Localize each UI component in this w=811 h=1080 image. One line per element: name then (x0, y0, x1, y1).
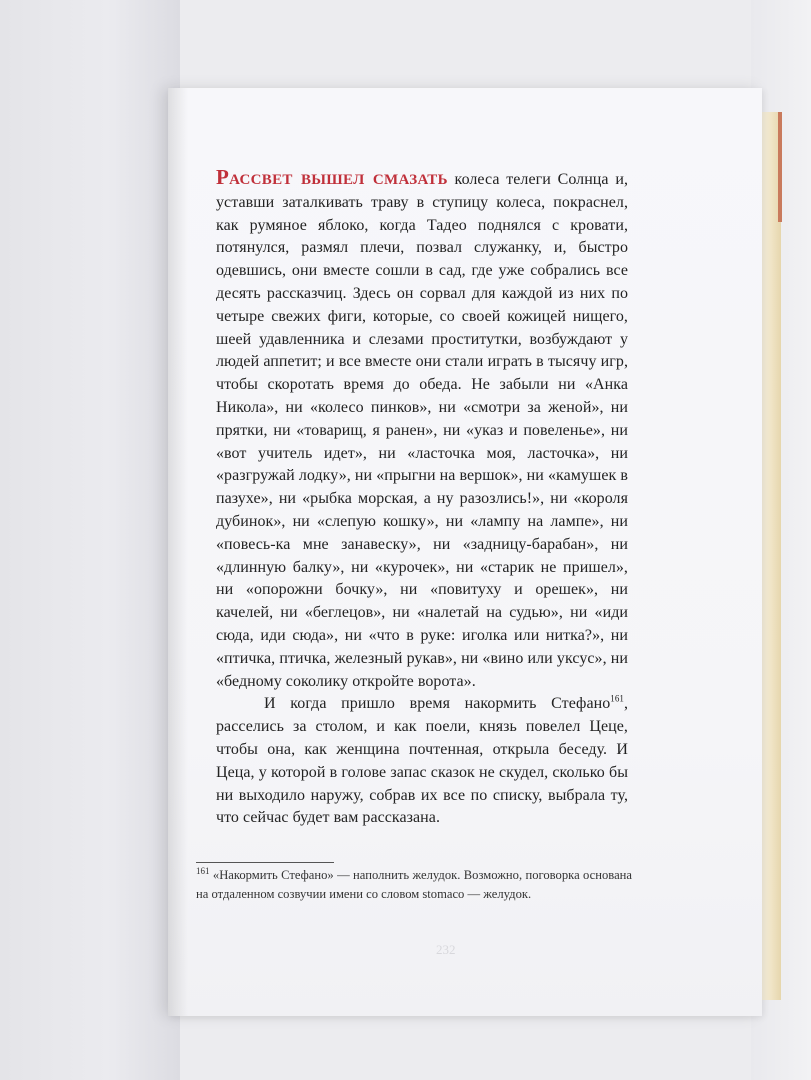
page-gutter-shadow (168, 88, 188, 1016)
footnote-text: «Накормить Стефано» — наполнить желудок. Возможно, поговорка основана на отдаленном созвучии имени со словом stomaco — желудок. (196, 868, 632, 901)
left-page-background (0, 0, 180, 1080)
main-text (216, 166, 628, 830)
paragraph-1 (216, 166, 628, 693)
paragraph-1-body: колеса телеги Солнца и, уставши заталкивать траву в ступицу колеса, покраснел, как румяное яблоко, когда Тадео поднялся с кровати, потянулся, размял плечи, позвал служанку, и, быстро одевшись, они вместе сошли в сад, где уже собрались все десять рассказчиц. Здесь он сорвал для каждой из них по четыре свежих фиги, которые, со своей кожицей нищего, шеей удавленника и слезами проститутки, возбуждают у людей аппетит; и все вместе они стали играть в тысячу игр, чтобы скоротать время до обеда. Не забыли ни «Анка Никола», ни «колесо пинков», ни «смотри за женой», ни прятки, ни «товарищ, я ранен», ни «указ и повеленье», ни «вот учитель идет», ни «ласточка моя, ласточка», ни «разгружай лодку», ни «прыгни на вершок», ни «камушек в пазухе», ни «рыбка морская, а ну разозлись!», ни «короля дубинок», ни «слепую кошку», ни «лампу на лампе», ни «повесь-ка мне занавеску», ни «задницу-барабан», ни «длинную балку», ни «курочек», ни «старик не пришел», ни «опорожни бочку», ни «повитуху и орешек», ни качелей, ни «беглецов», ни «налетай на судью», ни «иди сюда, иди сюда», ни «что в руке: иголка или нитка?», ни «птичка, птичка, железный рукав», ни «вино или уксус», ни «бедному соколику откройте ворота». (216, 171, 628, 690)
paragraph-2 (216, 693, 628, 830)
drop-lead-in: Рассвет вышел смазать (216, 165, 448, 189)
footnote-divider (196, 862, 334, 863)
bookmark-ribbon-edge (778, 112, 782, 222)
footnote-reference[interactable]: 161 (610, 694, 624, 704)
footnote (196, 866, 632, 904)
footnote-number: 161 (196, 865, 210, 876)
paragraph-2-body: , расселись за столом, и как поели, князь повелел Цеце, чтобы она, как женщина почтенная, открыла беседу. И Цеца, у которой в голове запас сказок не скудел, сколько бы ни выходило наружу, собрав их все по списку, выбрала ту, что сейчас будет вам рассказана. (216, 695, 628, 827)
page-number: 232 (436, 942, 456, 957)
paragraph-2-start: И когда пришло время накормить Стефано (264, 695, 611, 713)
